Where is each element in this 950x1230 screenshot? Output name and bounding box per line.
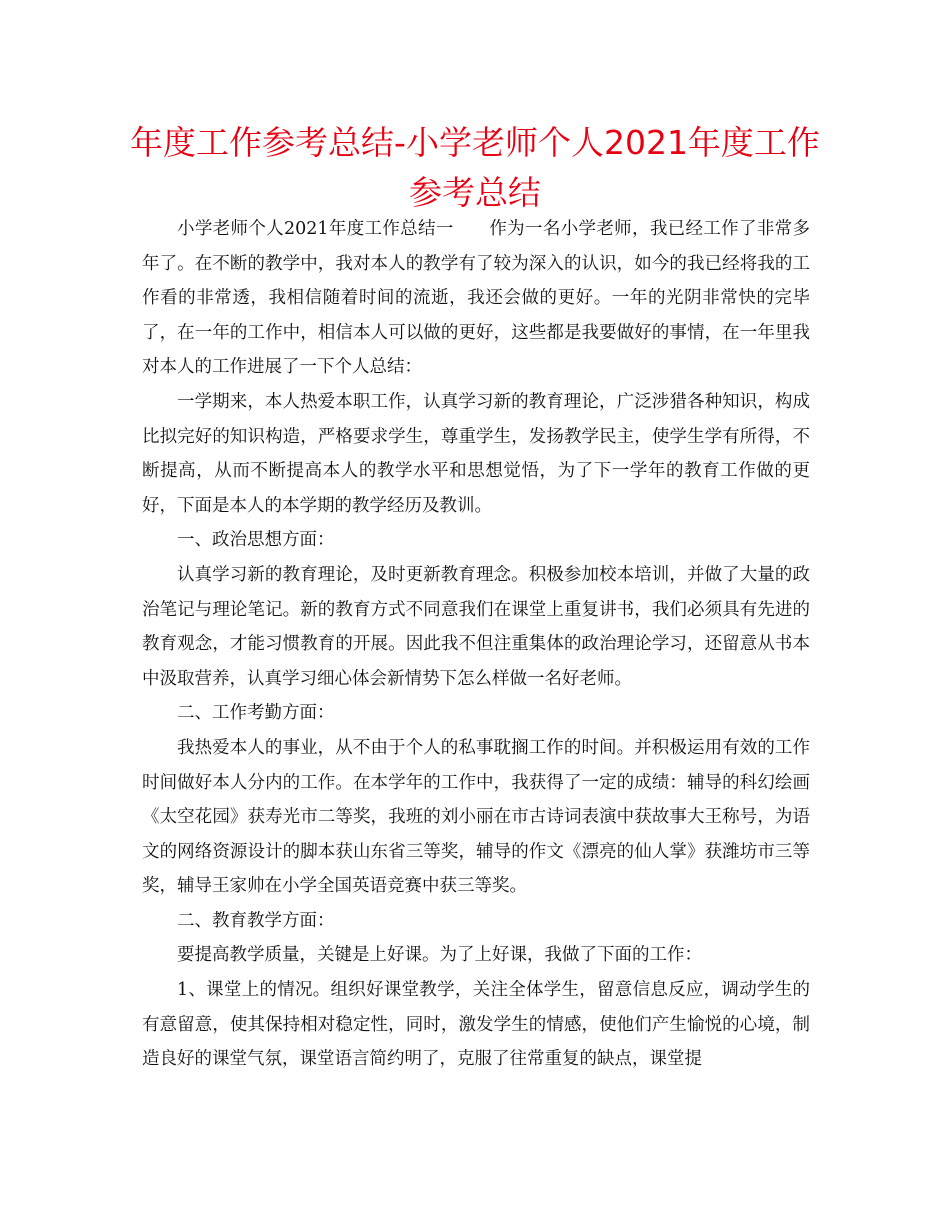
paragraph-intro: 小学老师个人2021年度工作总结一 作为一名小学老师，我已经工作了非常多年了。在不断的教学中，我对本人的教学有了较为深入的认识，如今的我已经将我的工作看的非常透，我相信随着时间的流逝，我还会做的更好。一年的光阴非常快的完毕了，在一年的工作中，相信本人可以做的更好，这些都是我要做好的事情，在一年里我对本人的工作进展了一下个人总结： — [142, 219, 810, 378]
paragraph-classroom: 1、课堂上的情况。组织好课堂教学，关注全体学生，留意信息反应，调动学生的有意留意，使其保持相对稳定性，同时，激发学生的情感，使他们产生愉悦的心境，制造良好的课堂气氛，课堂语言简约明了，克服了往常重复的缺点，课堂提 — [142, 980, 810, 1070]
section-heading-attendance: 二、工作考勤方面： — [177, 703, 335, 724]
paragraph-politics: 认真学习新的教育理论，及时更新教育理念。积极参加校本培训，并做了大量的政治笔记与理论笔记。新的教育方式不同意我们在课堂上重复讲书，我们必须具有先进的教育观念，才能习惯教育的开展。因此我不但注重集体的政治理论学习，还留意从书本中汲取营养，认真学习细心体会新情势下怎么样做一名好老师。 — [142, 564, 810, 689]
paragraph-attendance: 我热爱本人的事业，从不由于个人的私事耽搁工作的时间。并积极运用有效的工作时间做好本人分内的工作。在本学年的工作中，我获得了一定的成绩：辅导的科幻绘画《太空花园》获寿光市二等奖，我班的刘小丽在市古诗词表演中获故事大王称号，为语文的网络资源设计的脚本获山东省三等奖，辅导的作文《漂亮的仙人掌》获潍坊市三等奖，辅导王家帅在小学全国英语竞赛中获三等奖。 — [142, 737, 810, 897]
paragraph-semester: 一学期来，本人热爱本职工作，认真学习新的教育理论，广泛涉猎各种知识，构成比拟完好的知识构造，严格要求学生，尊重学生，发扬教学民主，使学生学有所得，不断提高，从而不断提高本人的教学水平和思想觉悟，为了下一学年的教育工作做的更好，下面是本人的本学期的教学经历及教训。 — [142, 391, 810, 516]
section-heading-teaching: 二、教育教学方面： — [177, 910, 335, 931]
document-title: 年度工作参考总结-小学老师个人2021年度工作参考总结 — [130, 123, 820, 212]
section-heading-politics: 一、政治思想方面： — [177, 530, 335, 551]
paragraph-teaching-intro: 要提高教学质量，关键是上好课。为了上好课，我做了下面的工作： — [177, 945, 702, 966]
document-body — [142, 212, 810, 1077]
